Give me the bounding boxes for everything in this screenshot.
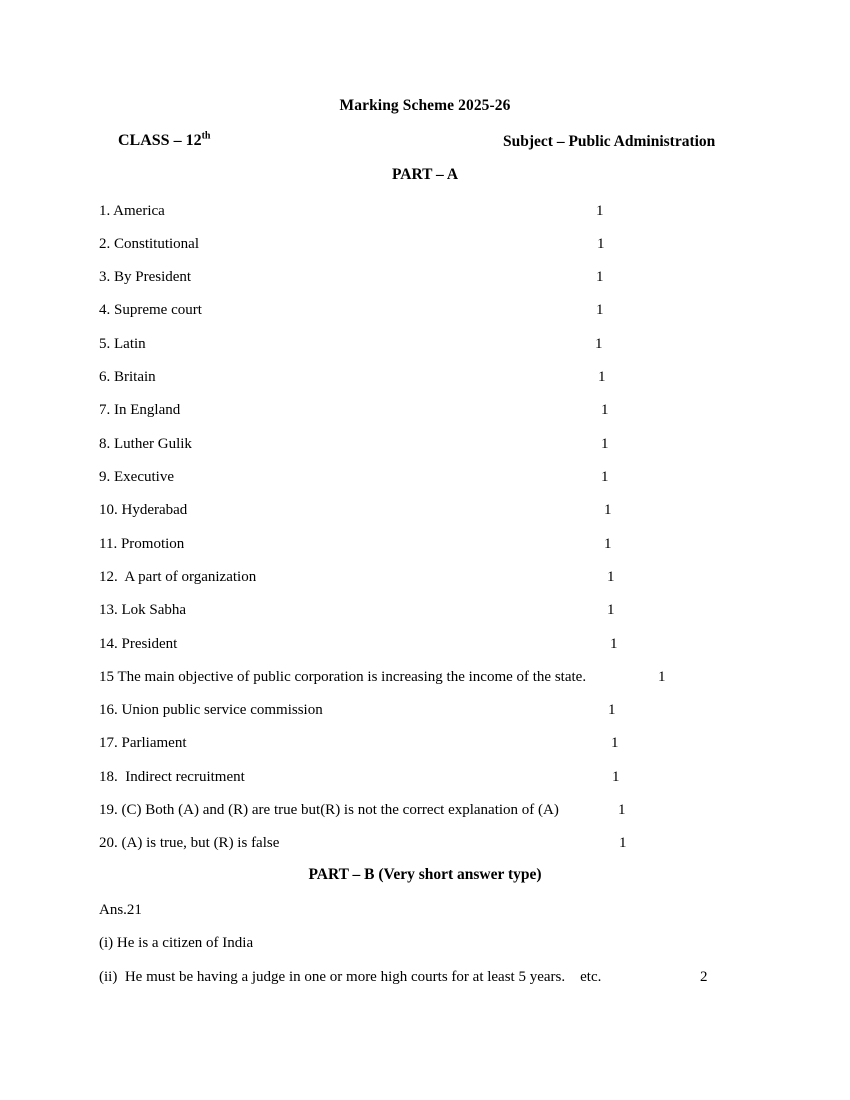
answer-mark: 1 bbox=[597, 236, 605, 252]
part-b-text: Ans.21 bbox=[99, 902, 142, 918]
answer-text: 10. Hyderabad bbox=[99, 502, 188, 518]
answer-row bbox=[0, 536, 850, 560]
answer-text: 11. Promotion bbox=[99, 536, 185, 552]
answer-mark: 1 bbox=[595, 336, 603, 352]
answer-row bbox=[0, 835, 850, 859]
answer-mark: 1 bbox=[610, 636, 618, 652]
answer-text: 16. Union public service commission bbox=[99, 702, 323, 718]
answer-text: 4. Supreme court bbox=[99, 302, 202, 318]
part-b-row bbox=[0, 969, 850, 993]
answer-row bbox=[0, 469, 850, 493]
answer-row bbox=[0, 636, 850, 660]
answer-text: 13. Lok Sabha bbox=[99, 602, 187, 618]
answer-row bbox=[0, 203, 850, 227]
answer-row bbox=[0, 369, 850, 393]
answer-row bbox=[0, 336, 850, 360]
answer-row bbox=[0, 702, 850, 726]
class-label-text: CLASS – 12 bbox=[118, 132, 202, 149]
answer-row bbox=[0, 436, 850, 460]
answer-row bbox=[0, 302, 850, 326]
answer-mark: 1 bbox=[596, 302, 604, 318]
answer-mark: 1 bbox=[607, 569, 615, 585]
part-b-text: (i) He is a citizen of India bbox=[99, 935, 254, 951]
answer-row bbox=[0, 569, 850, 593]
answer-row bbox=[0, 269, 850, 293]
answer-text: 12. A part of organization bbox=[99, 569, 257, 585]
answer-text: 6. Britain bbox=[99, 369, 156, 385]
answer-row bbox=[0, 602, 850, 626]
answer-text: 7. In England bbox=[99, 402, 181, 418]
answer-mark: 1 bbox=[596, 269, 604, 285]
part-b-heading: PART – B (Very short answer type) bbox=[308, 866, 542, 883]
answer-text: 14. President bbox=[99, 636, 178, 652]
answer-mark: 1 bbox=[596, 203, 604, 219]
page-title: Marking Scheme 2025-26 bbox=[339, 97, 511, 114]
answer-row bbox=[0, 402, 850, 426]
answer-text: 9. Executive bbox=[99, 469, 174, 485]
answer-mark: 1 bbox=[618, 802, 626, 818]
answer-mark: 1 bbox=[619, 835, 627, 851]
part-a-heading: PART – A bbox=[391, 166, 459, 183]
part-b-row bbox=[0, 902, 850, 926]
answer-mark: 1 bbox=[601, 436, 609, 452]
answer-text: 17. Parliament bbox=[99, 735, 187, 751]
answer-mark: 1 bbox=[601, 402, 609, 418]
answer-row bbox=[0, 669, 850, 693]
answer-row bbox=[0, 735, 850, 759]
class-label bbox=[118, 132, 210, 150]
answer-mark: 1 bbox=[604, 536, 612, 552]
part-b-row bbox=[0, 935, 850, 959]
answer-mark: 1 bbox=[607, 602, 615, 618]
subject-label: Subject – Public Administration bbox=[503, 133, 716, 150]
answer-text: 15 The main objective of public corporation is increasing the income of the state. bbox=[99, 669, 587, 685]
answer-text: 1. America bbox=[99, 203, 165, 219]
answer-row bbox=[0, 769, 850, 793]
class-ordinal-suffix: th bbox=[201, 130, 211, 142]
answer-text: 5. Latin bbox=[99, 336, 146, 352]
answer-text: 8. Luther Gulik bbox=[99, 436, 192, 452]
answer-mark: 1 bbox=[612, 769, 620, 785]
answer-text: 2. Constitutional bbox=[99, 236, 200, 252]
answer-mark: 1 bbox=[604, 502, 612, 518]
answer-text: 20. (A) is true, but (R) is false bbox=[99, 835, 280, 851]
answer-mark: 1 bbox=[658, 669, 666, 685]
answer-mark: 1 bbox=[611, 735, 619, 751]
answer-row bbox=[0, 502, 850, 526]
answer-mark: 1 bbox=[601, 469, 609, 485]
answer-mark: 1 bbox=[608, 702, 616, 718]
answer-mark: 1 bbox=[598, 369, 606, 385]
answer-row bbox=[0, 802, 850, 826]
answer-text: 18. Indirect recruitment bbox=[99, 769, 245, 785]
part-b-mark: 2 bbox=[700, 969, 708, 985]
part-b-text: (ii) He must be having a judge in one or more high courts for at least 5 years. etc. bbox=[99, 969, 602, 985]
answer-text: 19. (C) Both (A) and (R) are true but(R) is not the correct explanation of (A) bbox=[99, 802, 559, 818]
answer-row bbox=[0, 236, 850, 260]
answer-text: 3. By President bbox=[99, 269, 192, 285]
